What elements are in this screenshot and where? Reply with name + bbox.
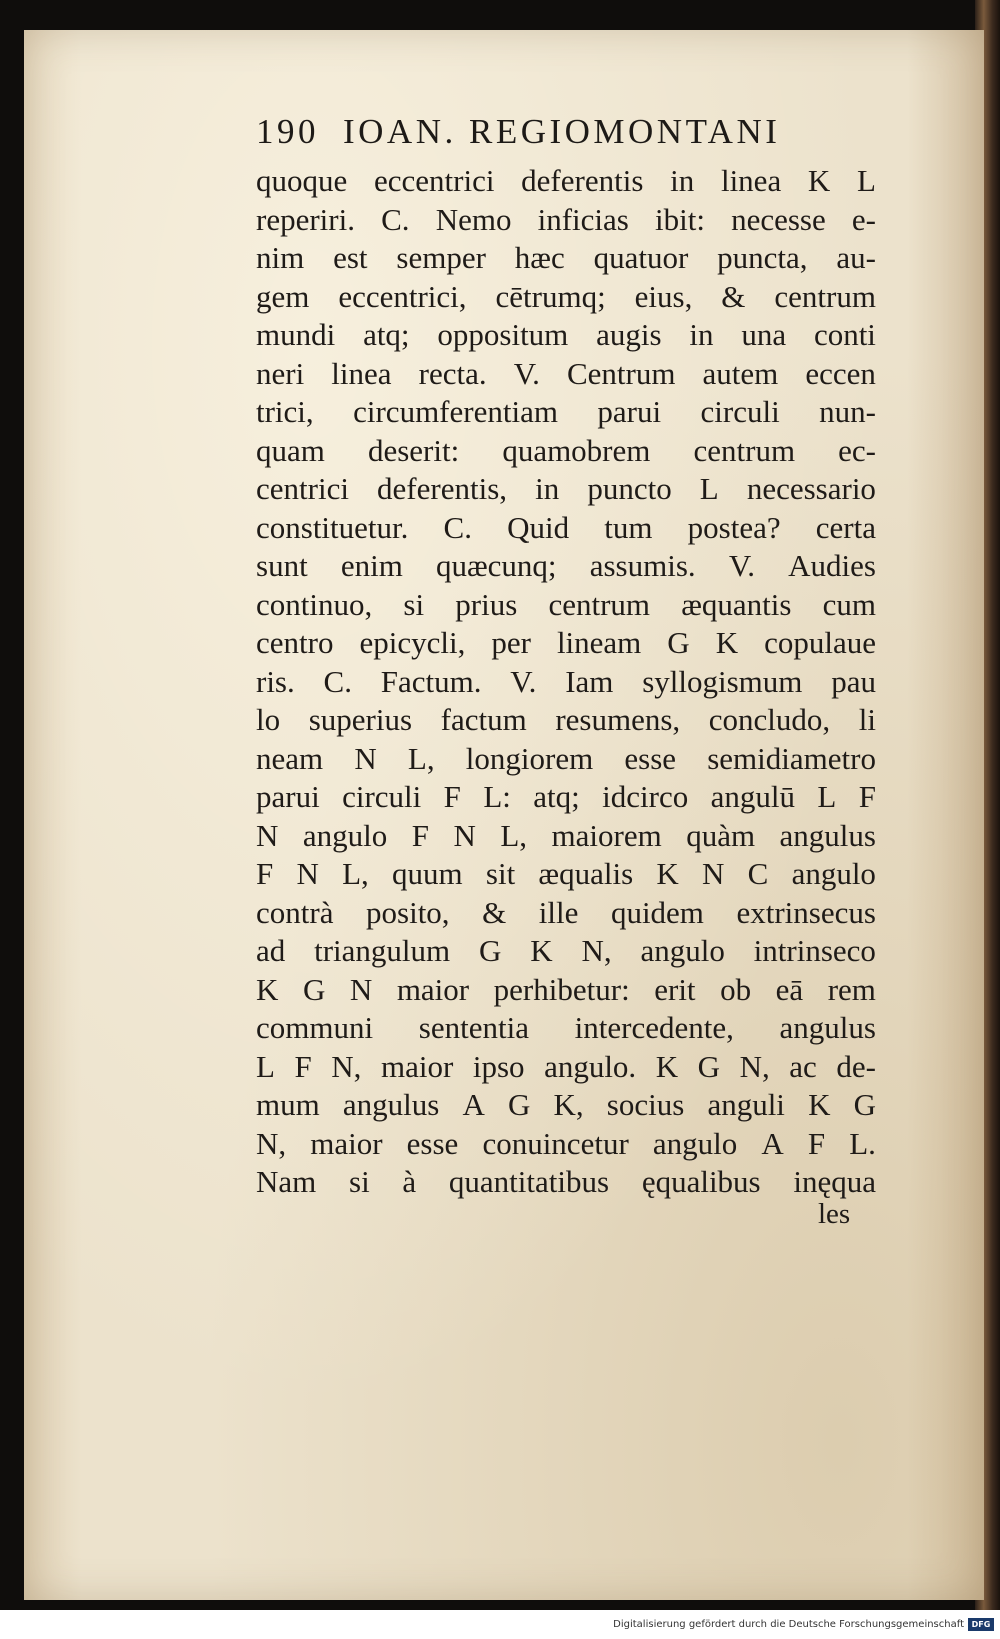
body-text — [256, 162, 876, 1202]
text-line: F N L, quum sit æqualis K N C angulo — [256, 856, 876, 891]
text-line: trici, circumferentiam parui circuli nun- — [256, 394, 876, 429]
running-head — [256, 112, 866, 158]
page-number: 190 — [256, 112, 319, 151]
text-line: mundi atq; oppositum augis in una conti — [256, 317, 876, 352]
text-line: ad triangulum G K N, angulo intrinseco — [256, 933, 876, 968]
text-line: neri linea recta. V. Centrum autem eccen — [256, 355, 876, 391]
text-line: Nam si à quantitatibus ęqualibus inęqua — [256, 1164, 876, 1199]
text-line: L F N, maior ipso angulo. K G N, ac de- — [256, 1048, 876, 1084]
text-line: mum angulus A G K, socius anguli K G — [256, 1087, 876, 1122]
text-line: gem eccentrici, cētrumq; eius, & centrum — [256, 278, 876, 314]
text-line: constituetur. C. Quid tum postea? certa — [256, 509, 876, 545]
text-line: quoque eccentrici deferentis in linea K L — [256, 163, 876, 198]
running-title: IOAN. REGIOMONTANI — [343, 112, 781, 151]
catchword: les — [818, 1198, 851, 1230]
text-line: K G N maior perhibetur: erit ob eā rem — [256, 971, 876, 1007]
text-line: parui circuli F L: atq; idcirco angulū L F — [256, 779, 876, 814]
footer-credit: Digitalisierung gefördert durch die Deutsche Forschungsgemeinschaft — [613, 1619, 964, 1630]
text-line: sunt enim quæcunq; assumis. V. Audies — [256, 548, 876, 583]
text-line: N, maior esse conuincetur angulo A F L. — [256, 1125, 876, 1161]
dfg-logo-icon: DFG — [968, 1618, 994, 1631]
text-line: centrici deferentis, in puncto L necessario — [256, 471, 876, 506]
text-line: ris. C. Factum. V. Iam syllogismum pau — [256, 663, 876, 699]
text-line: centro epicycli, per lineam G K copulaue — [256, 625, 876, 660]
text-line: quam deserit: quamobrem centrum ec- — [256, 432, 876, 468]
text-line: communi sententia intercedente, angulus — [256, 1010, 876, 1045]
text-line: reperiri. C. Nemo inficias ibit: necesse e- — [256, 201, 876, 237]
text-line: contrà posito, & ille quidem extrinsecus — [256, 894, 876, 930]
text-line: nim est semper hæc quatuor puncta, au- — [256, 240, 876, 275]
footer-bar — [0, 1610, 1000, 1639]
text-line: N angulo F N L, maiorem quàm angulus — [256, 817, 876, 853]
text-line: lo superius factum resumens, concludo, li — [256, 702, 876, 737]
text-line: neam N L, longiorem esse semidiametro — [256, 740, 876, 776]
text-line: continuo, si prius centrum æquantis cum — [256, 586, 876, 622]
